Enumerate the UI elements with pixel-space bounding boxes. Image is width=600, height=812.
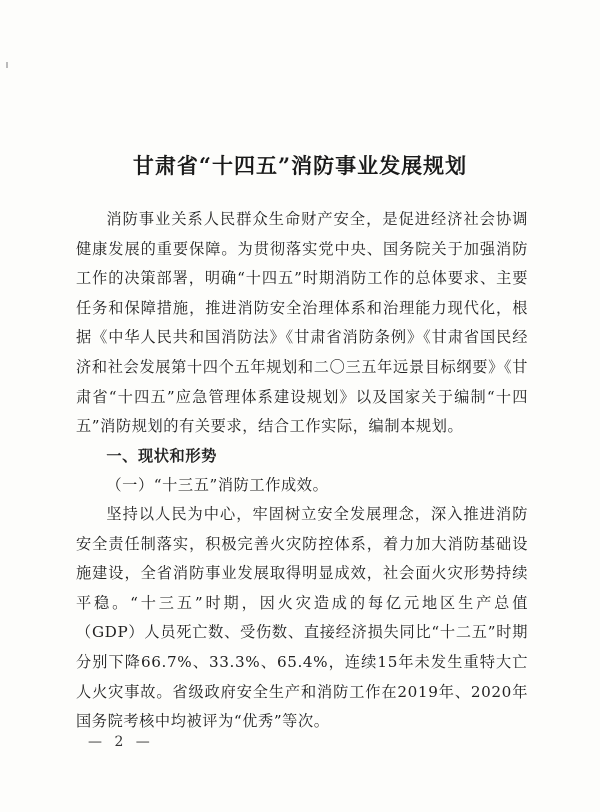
scan-edge-mark	[6, 62, 8, 68]
section-paragraph: 坚持以人民为中心，牢固树立安全发展理念，深入推进消防安全责任制落实，积极完善火灾防控体系，着力加大消防基础设施建设，全省消防事业发展取得明显成效，社会面火灾形势持续平稳。“十三五”时期，因火灾造成的每亿元地区生产总值（GDP）人员死亡数、受伤数、直接经济损失同比“十二五”时期分别下降66.7%、33.3%、65.4%，连续15年未发生重特大亡人火灾事故。省级政府安全生产和消防工作在2019年、2020年国务院考核中均被评为“优秀”等次。	[76, 505, 528, 731]
intro-paragraph: 消防事业关系人民群众生命财产安全，是促进经济社会协调健康发展的重要保障。为贯彻落实党中央、国务院关于加强消防工作的决策部署，明确“十四五”时期消防工作的总体要求、主要任务和保障措施，推进消防安全治理体系和治理能力现代化，根据《中华人民共和国消防法》《甘肃省消防条例》《甘肃省国民经济和社会发展第十四个五年规划和二〇三五年远景目标纲要》《甘肃省“十四五”应急管理体系建设规划》以及国家关于编制“十四五”消防规划的有关要求，结合工作实际，编制本规划。	[76, 210, 528, 436]
page-number: — 2 —	[88, 734, 154, 750]
subsection-heading: （一）“十三五”消防工作成效。	[106, 476, 329, 494]
document-title: 甘肃省“十四五”消防事业发展规划	[132, 153, 468, 178]
section-heading: 一、现状和形势	[106, 447, 217, 465]
